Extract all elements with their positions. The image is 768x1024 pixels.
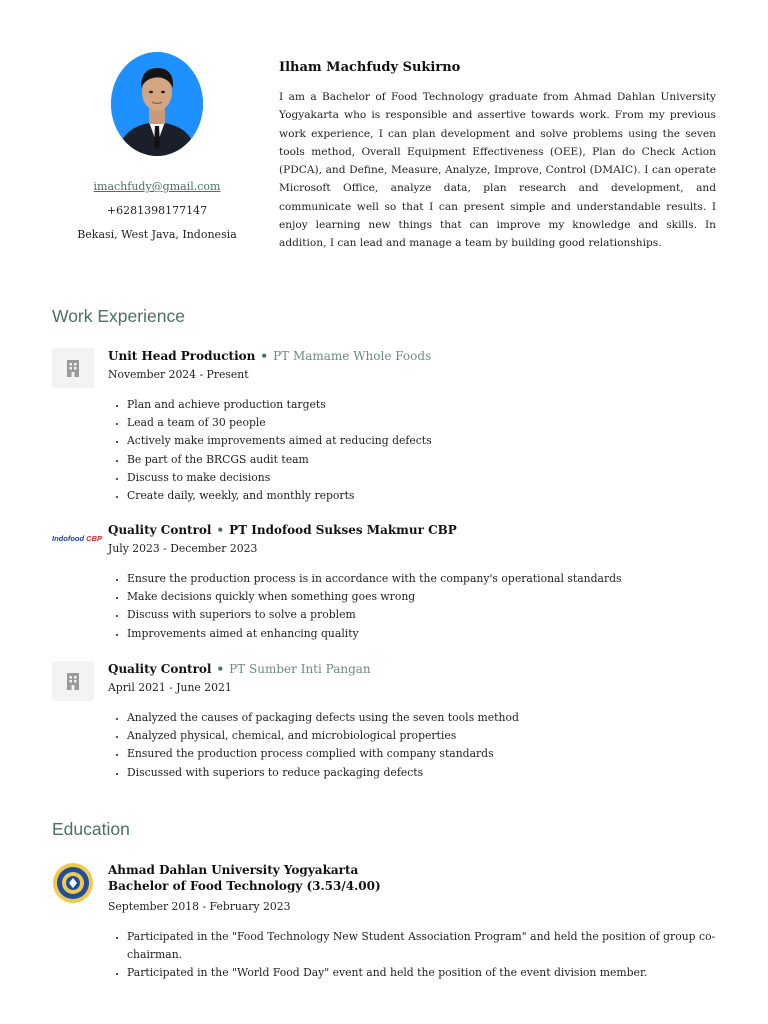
work-experience-heading: Work Experience <box>52 306 185 326</box>
profile-summary: I am a Bachelor of Food Technology graduate from Ahmad Dahlan University Yogyakarta who is responsible and assertive towards work. From my previous work experience, I can plan development and solve problems using the seven tools method, Overall Equipment Effectiveness (OEE), Plan do Check Action (PDCA), and Define, Measure, Analyze, Improve, Control (DMAIC). I can operate Microsoft Office, analyze data, plan research and development, and communicate well so that I can present simple and understandable results. I enjoy learning new things that can improve my knowledge and skills. In addition, I can lead and manage a team by building good relationships. <box>279 91 716 250</box>
phone-number: +6281398177147 <box>106 204 208 217</box>
job-dates: November 2024 - Present <box>108 368 249 381</box>
list-item: • Participated in the "World Food Day" event and held the position of the event division member. <box>127 964 716 982</box>
location: Bekasi, West Java, Indonesia <box>77 228 237 241</box>
company-name: PT Mamame Whole Foods <box>273 349 432 363</box>
list-item: • Discuss to make decisions <box>127 469 716 487</box>
list-item: • Analyzed physical, chemical, and microbiological properties <box>127 727 716 745</box>
list-item: • Plan and achieve production targets <box>127 396 716 414</box>
list-item: • Lead a team of 30 people <box>127 414 716 432</box>
building-icon <box>52 661 94 701</box>
company-name: PT Indofood Sukses Makmur CBP <box>229 523 457 537</box>
list-item: • Analyzed the causes of packaging defects using the seven tools method <box>127 709 716 727</box>
separator-dot: • <box>260 349 269 363</box>
building-icon <box>52 348 94 388</box>
intro-block <box>279 60 716 253</box>
job-duties <box>108 570 716 643</box>
education-dates: September 2018 - February 2023 <box>108 900 291 913</box>
job-role: Unit Head Production <box>108 349 256 363</box>
list-item: • Be part of the BRCGS audit team <box>127 451 716 469</box>
list-item: • Participated in the "Food Technology New Student Association Program" and held the position of group co-chairman. <box>127 928 716 964</box>
university-logo <box>52 862 94 904</box>
school-name: Ahmad Dahlan University Yogyakarta <box>108 863 359 877</box>
job-role: Quality Control <box>108 662 212 676</box>
list-item: • Ensured the production process complied with company standards <box>127 745 716 763</box>
list-item: • Create daily, weekly, and monthly reports <box>127 487 716 505</box>
separator-dot: • <box>216 662 225 676</box>
company-name: PT Sumber Inti Pangan <box>229 662 371 676</box>
list-item: • Actively make improvements aimed at reducing defects <box>127 432 716 450</box>
education-activities <box>108 928 716 983</box>
list-item: • Ensure the production process is in accordance with the company's operational standards <box>127 570 716 588</box>
separator-dot: • <box>216 523 225 537</box>
list-item: • Discussed with superiors to reduce packaging defects <box>127 764 716 782</box>
job-duties <box>108 396 716 505</box>
email-link[interactable]: imachfudy@gmail.com <box>93 180 221 193</box>
profile-card <box>52 52 262 242</box>
job-dates: July 2023 - December 2023 <box>108 542 258 555</box>
person-name: Ilham Machfudy Sukirno <box>279 60 461 75</box>
degree-name: Bachelor of Food Technology (3.53/4.00) <box>108 879 381 893</box>
list-item: • Improvements aimed at enhancing quality <box>127 625 716 643</box>
job-duties <box>108 709 716 782</box>
job-role: Quality Control <box>108 523 212 537</box>
education-heading: Education <box>52 819 130 839</box>
job-dates: April 2021 - June 2021 <box>108 681 232 694</box>
avatar <box>111 52 203 156</box>
list-item: • Make decisions quickly when something goes wrong <box>127 588 716 606</box>
list-item: • Discuss with superiors to solve a problem <box>127 606 716 624</box>
indofood-logo: Indofood CBP <box>52 534 103 543</box>
